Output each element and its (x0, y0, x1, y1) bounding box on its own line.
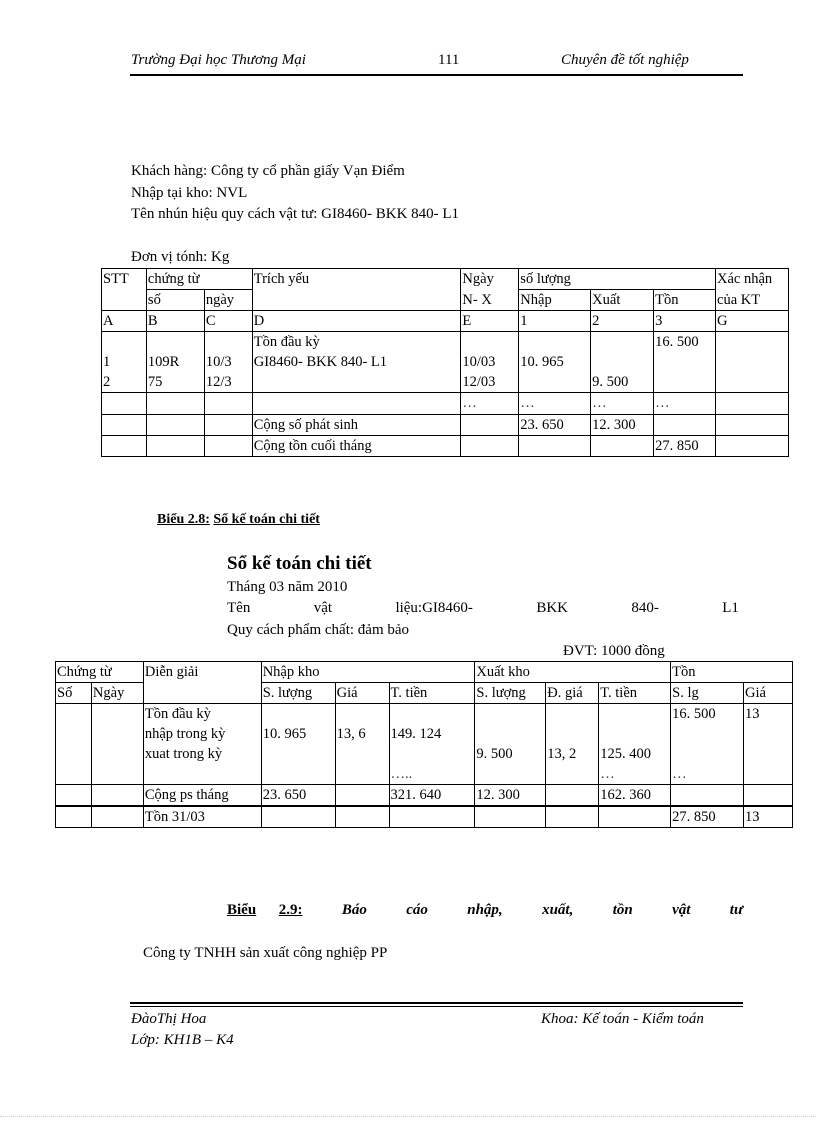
company-line: Công ty TNHH sản xuất công nghiệp PP (143, 945, 388, 961)
table-subheader-row (102, 290, 789, 311)
code-cell: E (461, 311, 519, 332)
footer-author: ĐàoThị Hoa (131, 1011, 207, 1027)
code-cell: 1 (519, 311, 591, 332)
footer-rule-2 (130, 1006, 743, 1007)
table-row: Cộng ps tháng 23. 650 321. 640 12. 300 162. 360 (56, 785, 793, 807)
ton-header: Tồn (654, 290, 716, 311)
header-rule (130, 74, 743, 76)
page-edge (0, 1116, 816, 1117)
footer-class: Lớp: KH1B – K4 (131, 1032, 234, 1048)
code-cell: A (102, 311, 147, 332)
table-row: Tồn đầu kỳ nhập trong kỳ xuat trong kỳ 10. 965 13, 6 149. 124 ….. 9. 500 13, 2 125. 400 … 16. 500 … 13 (56, 704, 793, 785)
header-school: Trường Đại học Thương Mại (131, 52, 306, 68)
ledger-title: Sổ kế toán chi tiết (227, 553, 372, 574)
table-row: 1 2 109R 75 10/3 12/3 Tồn đầu kỳ GI8460- BKK 840- L1 10/03 12/03 10. 965 9. 500 16. 500 (102, 332, 789, 393)
stock-card-table (101, 268, 789, 457)
description-header: Diễn giải (143, 662, 261, 683)
caption-bieu-2-8: Biểu 2.8: Sổ kế toán chi tiết (157, 512, 320, 527)
voucher-header: chứng từ (146, 269, 252, 290)
footer-faculty: Khoa: Kế toán - Kiểm toán (541, 1011, 704, 1027)
ledger-month: Tháng 03 năm 2010 (227, 579, 348, 595)
confirm-header: Xác nhận (716, 269, 789, 290)
voucher-header: Chứng từ (56, 662, 144, 683)
xuat-header: Xuất (591, 290, 654, 311)
table-row: Cộng tồn cuối tháng 27. 850 (102, 436, 789, 457)
import-header: Nhập kho (261, 662, 475, 683)
code-cell: G (716, 311, 789, 332)
ledger-material: Tên vật liệu:GI8460- BKK 840- L1 (227, 600, 739, 616)
code-row (102, 311, 789, 332)
nhap-header: Nhập (519, 290, 591, 311)
summary-header: Trích yếu (252, 269, 461, 290)
table-row: Cộng số phát sinh 23. 650 12. 300 (102, 415, 789, 436)
stt-header: STT (102, 269, 147, 290)
footer-rule (130, 1002, 743, 1004)
caption-bieu-2-9: Biểu 2.9: Báo cáo nhập, xuất, tồn vật tư (227, 902, 743, 918)
code-cell: D (252, 311, 461, 332)
material-spec-line: Tên nhún hiệu quy cách vật tư: GI8460- BKK 840- L1 (131, 206, 460, 222)
date-nx-header: Ngày (461, 269, 519, 290)
table-header-row (102, 269, 789, 290)
customer-line: Khách hàng: Công ty cổ phần giấy Vạn Điểm (131, 163, 405, 179)
code-cell: B (146, 311, 204, 332)
page-number: 111 (438, 52, 460, 68)
table-header-row (56, 662, 793, 683)
unit-line: Đơn vị tónh: Kg (131, 249, 230, 265)
nx-header: N- X (461, 290, 519, 311)
table-subheader-row: Số Ngày S. lượng Giá T. tiền S. lượng Đ. giá T. tiền S. lg Giá (56, 683, 793, 704)
table-row: Tồn 31/03 27. 850 13 (56, 806, 793, 828)
ledger-table (55, 661, 793, 828)
opening-label: Tồn đầu kỳ (253, 334, 320, 350)
ledger-unit: ĐVT: 1000 đồng (563, 643, 665, 659)
header-doc-title: Chuyên đề tốt nghiệp (561, 52, 689, 68)
warehouse-line: Nhập tại kho: NVL (131, 185, 248, 201)
so-header: số (146, 290, 204, 311)
quantity-header: số lượng (519, 269, 716, 290)
confirm-header-2: của KT (716, 290, 789, 311)
code-cell: 2 (591, 311, 654, 332)
code-cell: C (204, 311, 252, 332)
ledger-quality: Quy cách phẩm chất: đảm bảo (227, 622, 410, 638)
ngay-header: ngày (204, 290, 252, 311)
code-cell: 3 (654, 311, 716, 332)
balance-header: Tồn (671, 662, 793, 683)
table-row: … … … … (102, 393, 789, 415)
export-header: Xuất kho (475, 662, 671, 683)
